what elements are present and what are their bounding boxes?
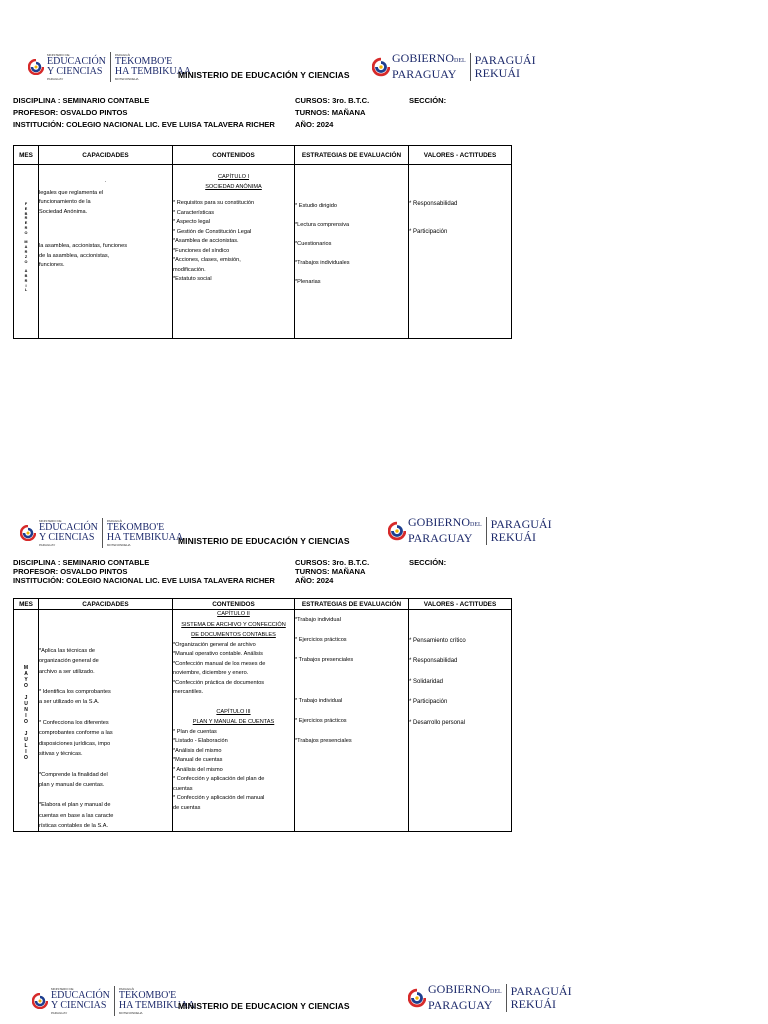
mes-letter: I <box>25 749 27 755</box>
mes-vertical <box>14 665 38 761</box>
valores-cell <box>409 610 512 832</box>
gobierno-logo: GOBIERNODEL PARAGUAY PARAGUÁI REKUÁI <box>388 516 552 545</box>
mes-letter: E <box>24 221 28 226</box>
mes-letter: R <box>24 278 28 283</box>
mes-letter: A <box>24 269 28 274</box>
mes-letter: J <box>24 731 28 737</box>
mes-letter: U <box>24 701 28 707</box>
contenidos-list-2: *Organización general de archivo *Manual operativo contable. Análisis *Confección manual de los meses de noviembre, diciembre y enero. *Confección práctica de documentos mercantiles. <box>173 641 266 695</box>
mes-letter: A <box>24 245 28 250</box>
estrategias-list-a: *Trabajo individual * Ejercicios prácticos * Trabajos presenciales <box>295 617 354 663</box>
header-valores: VALORES - ACTITUDES <box>409 146 512 165</box>
mes-letter: L <box>24 743 28 749</box>
gobierno-swirl-icon <box>388 520 406 542</box>
mes-letter: B <box>24 211 28 216</box>
ministry-title: MINISTERIO DE EDUCACION Y CIENCIAS <box>178 1001 350 1011</box>
turnos: TURNOS: MAÑANA <box>295 567 366 576</box>
header-valores: VALORES - ACTITUDES <box>409 599 512 610</box>
mes-letter: Y <box>24 677 28 683</box>
header-contenidos: CONTENIDOS <box>173 146 295 165</box>
mes-letter: O <box>24 683 28 689</box>
mes-letter: A <box>24 671 28 677</box>
profesor: PROFESOR: OSVALDO PINTOS <box>13 567 128 576</box>
capacidades-text-b: la asamblea, accionistas, funciones de la asamblea, accionistas, funciones. <box>39 243 127 268</box>
mes-letter: O <box>24 755 28 761</box>
mes-letter: J <box>24 695 28 701</box>
valores-cell: * Responsabilidad * Participación <box>409 165 512 339</box>
seccion: SECCIÓN: <box>409 558 447 567</box>
disciplina: DISCIPLINA : SEMINARIO CONTABLE <box>13 96 150 105</box>
mes-letter: I <box>25 713 27 719</box>
capacidades-cell <box>39 610 173 832</box>
capacidades-cell: . legales que reglamenta el funcionamiento de la Sociedad Anónima. la asamblea, accionistas, funciones de la asamblea, accionistas, funciones. <box>39 165 173 339</box>
mec-logo: MINISTERIO DE EDUCACIÓN Y CIENCIAS PARAGUAY PARAGUÁI TEKOMBO'E HA TEMBIKUAA MOTENONDEHA <box>32 986 195 1016</box>
header-estrategias: ESTRATEGIAS DE EVALUACIÓN <box>295 599 409 610</box>
mes-letter: B <box>24 273 28 278</box>
gobierno-swirl-icon <box>372 56 390 78</box>
mes-letter: R <box>24 249 28 254</box>
mes-cell <box>14 610 39 832</box>
mec-logo: MINISTERIO DE EDUCACIÓN Y CIENCIAS PARAGUAY PARAGUÁI TEKOMBO'E HA TEMBIKUAA MOTENONDEHA <box>20 518 183 548</box>
mec-swirl-icon <box>20 525 36 541</box>
header-contenidos: CONTENIDOS <box>173 599 295 610</box>
header-estrategias: ESTRATEGIAS DE EVALUACIÓN <box>295 146 409 165</box>
contenidos-cell: CAPÍTULO II SISTEMA DE ARCHIVO Y CONFECCIÓN DE DOCUMENTOS CONTABLES *Organización general de archivo *Manual operativo contable. Análisis *Confección manual de los meses de noviembre, diciembre y enero. *Confección práctica de documentos mercantiles. CAPÍTULO III PLAN Y MANUAL DE CUENTAS * Plan de cuentas *Listado - Elaboración *Análisis del mismo *Manual de cuentas * Análisis del mismo * Confección y aplicación del plan de cuentas * Confección y aplicación del manual de cuentas <box>173 610 295 832</box>
mes-letter: O <box>24 259 28 264</box>
mes-letter: U <box>24 737 28 743</box>
seccion: SECCIÓN: <box>409 96 447 105</box>
institucion: INSTITUCIÓN: COLEGIO NACIONAL LIC. EVE LUISA TALAVERA RICHER <box>13 576 275 585</box>
contenidos-list-3: * Plan de cuentas *Listado - Elaboración *Análisis del mismo *Manual de cuentas * Análisis del mismo * Confección y aplicación del plan de cuentas * Confección y aplicación del manual de cuentas <box>173 728 265 811</box>
header-mes: MES <box>14 146 39 165</box>
anio: AÑO: 2024 <box>295 576 334 585</box>
header-mes: MES <box>14 599 39 610</box>
mec-swirl-icon <box>32 993 48 1009</box>
mes-letter: N <box>24 707 28 713</box>
mes-letter: O <box>24 230 28 235</box>
mes-letter: R <box>24 216 28 221</box>
capacidades-text-a: legales que reglamenta el funcionamiento de la Sociedad Anónima. <box>39 189 104 215</box>
mes-cell <box>14 165 39 339</box>
gobierno-logo: GOBIERNODEL PARAGUAY PARAGUÁI REKUÁI <box>372 52 536 81</box>
cursos: CURSOS: 3ro. B.T.C. <box>295 96 370 105</box>
mes-letter: I <box>25 283 27 288</box>
contenidos-cell: CAPÍTULO I SOCIEDAD ANÓNIMA * Requisitos para su constitución * Características * Aspecto legal * Gestión de Constitución Legal *Asamblea de accionistas. *Funciones del síndico *Acciones, clases, emisión, modificación. *Estatuto social <box>173 165 295 339</box>
turnos: TURNOS: MAÑANA <box>295 108 366 117</box>
mes-letter: E <box>24 206 28 211</box>
mes-letter: O <box>24 719 28 725</box>
gobierno-swirl-icon <box>408 987 426 1009</box>
header-capacidades: CAPACIDADES <box>39 599 173 610</box>
mec-swirl-icon <box>28 59 44 75</box>
institucion: INSTITUCIÓN: COLEGIO NACIONAL LIC. EVE LUISA TALAVERA RICHER <box>13 120 275 129</box>
contenidos-list: * Requisitos para su constitución * Características * Aspecto legal * Gestión de Constitución Legal *Asamblea de accionistas. *Funciones del síndico *Acciones, clases, emisión, modificación. *Estatuto social <box>173 200 255 282</box>
ministry-title: MINISTERIO DE EDUCACIÓN Y CIENCIAS <box>178 536 350 546</box>
mes-letter: L <box>24 288 28 293</box>
ministry-title: MINISTERIO DE EDUCACIÓN Y CIENCIAS <box>178 70 350 80</box>
profesor: PROFESOR: OSVALDO PINTOS <box>13 108 128 117</box>
mec-logo: MINISTERIO DE EDUCACIÓN Y CIENCIAS PARAGUAY PARAGUÁI TEKOMBO'E HA TEMBIKUAA MOTENONDEHA <box>28 52 191 82</box>
gobierno-logo: GOBIERNODEL PARAGUAY PARAGUÁI REKUÁI <box>408 983 572 1012</box>
anio: AÑO: 2024 <box>295 120 334 129</box>
mes-letter: Z <box>24 254 28 259</box>
planning-table <box>13 145 512 339</box>
planning-table <box>13 598 512 832</box>
estrategias-cell <box>295 610 409 832</box>
mes-vertical <box>14 202 38 293</box>
cursos: CURSOS: 3ro. B.T.C. <box>295 558 370 567</box>
header-capacidades: CAPACIDADES <box>39 146 173 165</box>
valores-list: * Pensamiento crítico * Responsabilidad * Solidaridad * Participación * Desarrollo personal <box>409 638 466 726</box>
disciplina: DISCIPLINA : SEMINARIO CONTABLE <box>13 558 150 567</box>
estrategias-list-b: * Trabajo individual * Ejercicios prácticos *Trabajos presenciales <box>295 698 352 744</box>
mes-letter: R <box>24 225 28 230</box>
estrategias-list: * Estudio dirigido *Lectura comprensiva *Cuestionarios *Trabajos individuales *Plenarias <box>295 203 350 285</box>
capacidades-list: *Aplica las técnicas de organización general de archivo a ser utilizado. * Identifica los comprobantes a ser utilizado en la S.A. * Confecciona los diferentes comprobantes conforme a las disposiciones jurídicas, impo sitivas y técnicas. *Comprende la finalidad del plan y manual de cuentas. *Elabora el plan y manual de cuentas en base a las caracte rísticas contables de la S.A. <box>39 648 114 830</box>
mes-letter: M <box>24 240 28 245</box>
estrategias-cell <box>295 165 409 339</box>
mes-letter: F <box>24 202 28 206</box>
mes-letter: M <box>23 665 29 671</box>
